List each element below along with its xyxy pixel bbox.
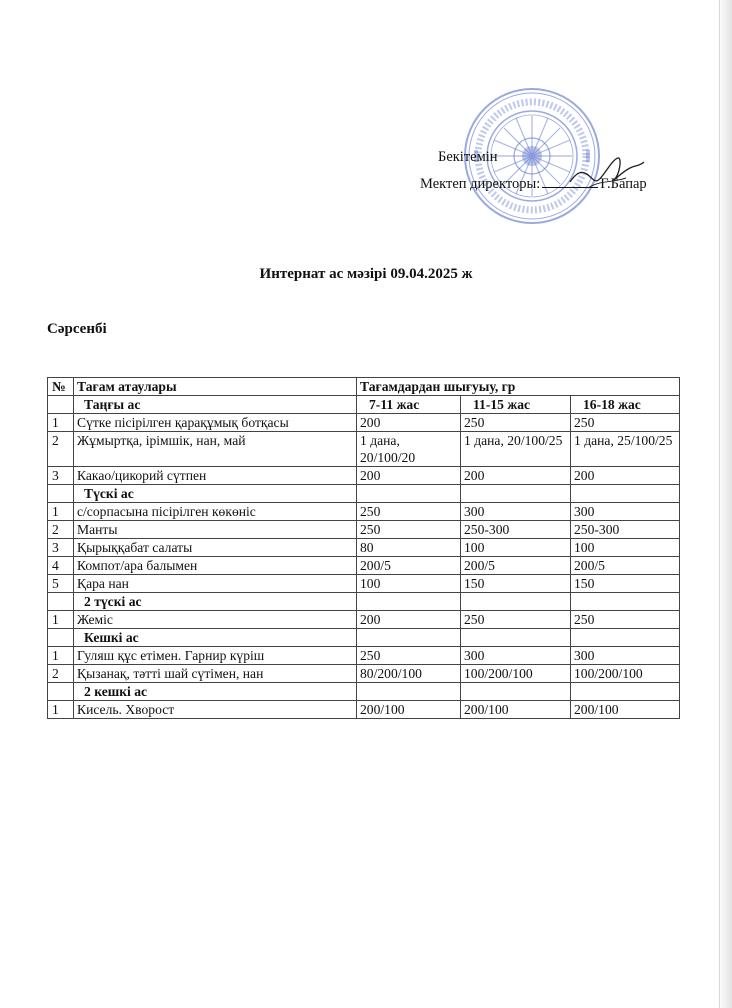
dish-name: Гуляш құс етімен. Гарнир күріш [74, 647, 357, 665]
empty-cell [571, 683, 680, 701]
empty-cell [461, 593, 571, 611]
section-num-cell [48, 629, 74, 647]
weekday-label: Сәрсенбі [47, 321, 107, 337]
table-row [48, 611, 680, 629]
portion-value: 150 [571, 575, 680, 593]
section-num-cell [48, 396, 74, 414]
row-number: 3 [48, 539, 74, 557]
portion-value: 200/5 [461, 557, 571, 575]
row-number: 1 [48, 503, 74, 521]
portion-value: 250 [571, 414, 680, 432]
portion-value: 200 [571, 467, 680, 485]
dish-name: Қызанақ, тәтті шай сүтімен, нан [74, 665, 357, 683]
portion-value: 250 [571, 611, 680, 629]
portion-value: 200 [357, 611, 461, 629]
empty-cell [571, 593, 680, 611]
portion-value: 300 [461, 503, 571, 521]
row-number: 4 [48, 557, 74, 575]
table-row [48, 521, 680, 539]
age-group-header: 7-11 жас [357, 396, 461, 414]
row-number: 2 [48, 521, 74, 539]
portion-value: 300 [461, 647, 571, 665]
empty-cell [461, 683, 571, 701]
table-row [48, 539, 680, 557]
col-output-header: Тағамдардан шығуыу, гр [357, 378, 680, 396]
portion-value: 150 [461, 575, 571, 593]
section-row [48, 629, 680, 647]
dish-name: Қырыққабат салаты [74, 539, 357, 557]
age-group-header: 16-18 жас [571, 396, 680, 414]
empty-cell [461, 485, 571, 503]
col-num-header: № [48, 378, 74, 396]
section-title: 2 түскі ас [74, 593, 357, 611]
table-row [48, 557, 680, 575]
table-row [48, 467, 680, 485]
portion-value: 80/200/100 [357, 665, 461, 683]
section-num-cell [48, 593, 74, 611]
page-edge-shadow [718, 0, 732, 1008]
empty-cell [571, 485, 680, 503]
portion-value: 250 [461, 611, 571, 629]
portion-value: 1 дана, 25/100/25 [571, 432, 680, 467]
dish-name: с/сорпасына пісірілген көкөніс [74, 503, 357, 521]
section-row [48, 683, 680, 701]
dish-name: Манты [74, 521, 357, 539]
empty-cell [357, 485, 461, 503]
portion-value: 300 [571, 503, 680, 521]
portion-value: 200 [461, 467, 571, 485]
portion-value: 300 [571, 647, 680, 665]
dish-name: Қара нан [74, 575, 357, 593]
portion-value: 250-300 [571, 521, 680, 539]
empty-cell [357, 683, 461, 701]
approval-label: Бекітемін [438, 149, 498, 165]
portion-value: 250 [357, 647, 461, 665]
row-number: 1 [48, 701, 74, 719]
page-edge-line [719, 0, 720, 1008]
portion-value: 200/100 [357, 701, 461, 719]
portion-value: 250-300 [461, 521, 571, 539]
dish-name: Сүтке пісірілген қарақұмық ботқасы [74, 414, 357, 432]
dish-name: Жеміс [74, 611, 357, 629]
section-title: Кешкі ас [74, 629, 357, 647]
table-row [48, 665, 680, 683]
empty-cell [357, 593, 461, 611]
row-number: 5 [48, 575, 74, 593]
row-number: 2 [48, 432, 74, 467]
dish-name: Какао/цикорий сүтпен [74, 467, 357, 485]
row-number: 1 [48, 414, 74, 432]
table-row [48, 503, 680, 521]
table-header-row [48, 378, 680, 396]
handwritten-signature-icon [560, 150, 650, 195]
section-row [48, 485, 680, 503]
empty-cell [461, 629, 571, 647]
director-name: Г.Бапар [600, 176, 647, 192]
portion-value: 200/100 [571, 701, 680, 719]
table-row [48, 432, 680, 467]
empty-cell [357, 629, 461, 647]
portion-value: 250 [357, 521, 461, 539]
dish-name: Компот/ара балымен [74, 557, 357, 575]
portion-value: 100/200/100 [461, 665, 571, 683]
director-label: Мектеп директоры: [420, 176, 541, 192]
empty-cell [571, 629, 680, 647]
portion-value: 200/100 [461, 701, 571, 719]
table-row [48, 701, 680, 719]
col-name-header: Тағам атаулары [74, 378, 357, 396]
row-number: 2 [48, 665, 74, 683]
portion-value: 100 [571, 539, 680, 557]
section-title: Таңғы ас [74, 396, 357, 414]
portion-value: 200 [357, 467, 461, 485]
section-title: Түскі ас [74, 485, 357, 503]
table-row [48, 575, 680, 593]
row-number: 3 [48, 467, 74, 485]
portion-value: 200 [357, 414, 461, 432]
section-num-cell [48, 485, 74, 503]
portion-value: 1 дана, 20/100/20 [357, 432, 461, 467]
portion-value: 80 [357, 539, 461, 557]
portion-value: 200/5 [571, 557, 680, 575]
row-number: 1 [48, 647, 74, 665]
row-number: 1 [48, 611, 74, 629]
portion-value: 1 дана, 20/100/25 [461, 432, 571, 467]
section-row [48, 396, 680, 414]
document-title: Интернат ас мәзірі 09.04.2025 ж [259, 266, 473, 282]
dish-name: Кисель. Хворост [74, 701, 357, 719]
section-row [48, 593, 680, 611]
portion-value: 100 [357, 575, 461, 593]
section-title: 2 кешкі ас [74, 683, 357, 701]
portion-value: 250 [461, 414, 571, 432]
age-group-header: 11-15 жас [461, 396, 571, 414]
portion-value: 200/5 [357, 557, 461, 575]
menu-table [47, 377, 680, 719]
section-num-cell [48, 683, 74, 701]
table-row [48, 647, 680, 665]
table-row [48, 414, 680, 432]
portion-value: 250 [357, 503, 461, 521]
portion-value: 100 [461, 539, 571, 557]
dish-name: Жұмыртқа, ірімшік, нан, май [74, 432, 357, 467]
portion-value: 100/200/100 [571, 665, 680, 683]
